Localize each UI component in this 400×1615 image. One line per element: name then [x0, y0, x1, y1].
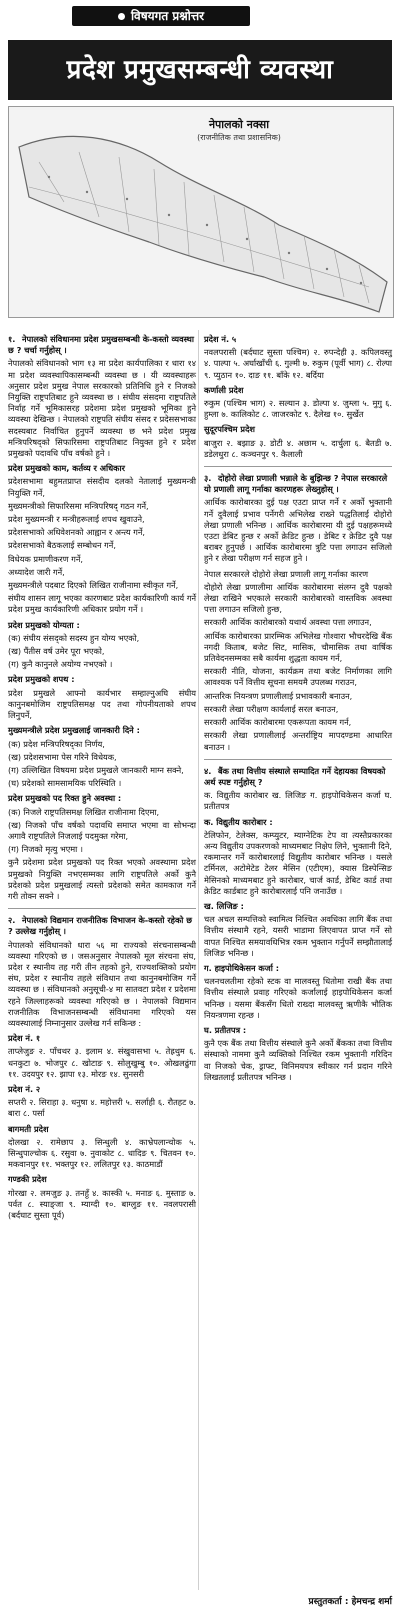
q3-number: ३. [204, 473, 212, 484]
list-item: मुख्यमन्त्रीको सिफारिसमा मन्त्रिपरिषद् गठन गर्ने, [8, 500, 149, 511]
province-2-districts: सप्तरी २. सिराहा ३. धनुषा ४. महोत्तरी ५. सर्लाही ६. रौतहट ७. बारा ८. पर्सा [8, 1097, 196, 1119]
q4-title-text: बैंक तथा वित्तीय संस्थाले सम्पादित गर्ने देहायका विषयको अर्थ स्पष्ट गर्नुहोस् ? [204, 765, 386, 787]
hypothecation-heading: ग. हाइपोथिकेसन कर्जा : [204, 962, 280, 973]
list-item: सरकारी नीति, योजना, कार्यक्रम तथा बजेट निर्माणका लागि आवश्यक पर्ने वित्तीय सूचना समयमै उपलब्ध गराउन, [204, 666, 392, 688]
q1-paragraph: नेपालको संविधानको भाग १३ मा प्रदेश कार्यपालिका र धारा १४ मा प्रदेश व्यवस्थापिकासम्बन्धी व्यवस्था छ । यी व्यवस्थाहरू अनुसार प्रदेश प्रमुख नेपाल सरकारको प्रतिनिधि हुने र निजको नियुक्ति राष्ट्रपतिबाट हुने व्यवस्था छ । संघीय संसदमा राष्ट्रपतिले निर्वाह गर्ने भूमिकासरह प्रदेशमा प्रदेश प्रमुखको भूमिका हुने व्यवस्था देखिन्छ । नेपालको राष्ट्रपति संघीय संसद र प्रदेससभाका सदस्यबाट निर्वाचित हुनुपर्ने व्यवस्था छ भने प्रदेश प्रमुख मन्त्रिपरिषद्‌को सिफारिसमा राष्ट्रपतिबाट नियुक्त हुने र प्रदेश प्रमुखको पदावधि पाँच वर्षको हुने । [8, 358, 196, 459]
list-item: प्रदेशसभाको अधिवेशनको आह्वान र अन्त्य गर्ने, [8, 527, 146, 538]
electronic-transaction-heading: क. विद्युतीय कारोबार : [204, 816, 273, 827]
section-tag-label: विषयगत प्रश्नोत्तर [130, 9, 205, 23]
list-item: विधेयक प्रमाणीकरण गर्ने, [8, 553, 83, 564]
letter-of-credit-heading: घ. प्रतीतपत्र : [204, 1024, 247, 1035]
province-5-heading: प्रदेश नं. ५ [204, 334, 237, 344]
gandaki-heading: गण्डकी प्रदेश [8, 1174, 47, 1185]
byline: प्रस्तुतकर्ता : हेमचन्द्र शर्मा [308, 1597, 392, 1607]
oath-heading: प्रदेश प्रमुखको शपथ : [8, 674, 75, 685]
list-item: (ख) निजको पाँच वर्षको पदावधि समाप्त भएमा वा सोभन्दा अगावै राष्ट्रपतिले निजलाई पदमुक्त गरेमा, [8, 819, 196, 841]
q1-title [8, 334, 196, 356]
list-item: आर्थिक कारोबारका प्रारम्भिक अभिलेख गोश्वारा भौचरदेखि बैंक नगदी किताब, बजेट सिट, मासिक, चौमासिक तथा वार्षिक प्रतिवेदनसम्मका सबै कार्यमा शुद्धता कायम गर्न, [204, 630, 392, 664]
section-tag [72, 6, 250, 26]
gandaki-districts: गोरखा २. लमजुङ ३. तनहुँ ४. कास्की ५. मनाङ ६. मुस्ताङ ७. पर्वत ८. स्याङ्जा ९. म्याग्दी १०. बाग्लुङ ११. नवलपरासी (बर्दघाट सुस्ता पूर्व) [8, 1187, 196, 1221]
right-column [204, 330, 392, 1087]
electronic-transaction-text: टेलिफोन, टेलेक्स, कम्प्युटर, म्याग्नेटिक टेप वा त्यस्तैप्रकारका अन्य विद्युतीय उपकरणको माध्यमबाट निक्षेप लिने, भुक्तानी दिने, रकमान्तर गर्ने कारोबारलाई विद्युतीय कारोबार भनिन्छ । यसले टर्मिनल, अटोमेटेड टेलर मेसिन (एटीएम), क्यास डिस्पेन्सिङ मेसिनको माध्यमबाट हुने कारोबार, चार्ज कार्ड, डेबिट कार्ड तथा क्रेडिट कार्डबाट हुने कारोबारलाई पनि जनाउँछ । [204, 829, 392, 896]
list-item: (क) निजले राष्ट्रपतिसमक्ष लिखित राजीनामा दिएमा, [8, 806, 160, 817]
vacancy-heading: प्रदेश प्रमुखको पद रिक्त हुने अवस्था : [8, 793, 122, 804]
list-item: (क) प्रदेश मन्त्रिपरिषद्‌का निर्णय, [8, 738, 105, 749]
oath-paragraph: प्रदेश प्रमुखले आफ्नो कार्यभार सम्हाल्नुअघि संघीय कानुनबमोजिम राष्ट्रपतिसमक्ष पद तथा गोपनीयताको शपथ लिनुपर्ने, [8, 687, 196, 721]
q2-number: २. [8, 915, 16, 926]
list-item: प्रदेश मुख्यमन्त्री र मन्त्रीहरूलाई शपथ खुवाउने, [8, 514, 145, 525]
list-item: सरकारी लेखा प्रणालीलाई अन्तर्राष्ट्रिय मापदण्डमा आधारित बनाउन । [204, 730, 392, 752]
province-1-heading: प्रदेश नं. १ [8, 1033, 41, 1044]
map-subtitle: (राजनीतिक तथा प्रशासनिक) [197, 133, 281, 142]
q4-number: ४. [204, 765, 212, 776]
column-divider [198, 330, 199, 1590]
top-band [0, 0, 400, 34]
list-item: (घ) प्रदेशको सामसामयिक परिस्थिति । [8, 778, 122, 789]
info-list [8, 739, 196, 790]
q3-title-text: दोहोरो लेखा प्रणाली भन्नाले के बुझिन्छ ? नेपाल सरकारले यो प्रणाली लागू गर्नाका कारणहरू लेख्नुहोस् । [204, 473, 388, 495]
section-rule [204, 759, 392, 760]
leasing-heading: ख. लिजिङ : [204, 900, 244, 911]
left-column [8, 330, 196, 1225]
vacancy-list [8, 807, 196, 903]
sudurpashchim-districts: बाजुरा २. बझाङ ३. डोटी ४. अछाम ५. दार्चुला ६. बैतडी ७. डडेलधुरा ८. कञ्चनपुर ९. कैलाली [204, 437, 392, 459]
q1-duties-list [8, 476, 196, 615]
q3-title [204, 473, 392, 495]
q2-title-text: नेपालको विद्यमान राजनीतिक विभाजन के-कस्तो रहेको छ ? उल्लेख गर्नुहोस् । [8, 915, 193, 937]
map-title-block [189, 117, 289, 143]
q3-reasons-list [204, 569, 392, 753]
q1-number: १. [8, 334, 16, 344]
q2-paragraph: नेपालको संविधानको धारा ५६ मा राज्यको संरचनासम्बन्धी व्यवस्था गरिएको छ । जसअनुसार नेपालको मूल संरचना संघ, प्रदेश र स्थानीय तह गरी तीन तहको हुने, राज्यशक्तिको प्रयोग संघ, प्रदेश र स्थानीय तहले संविधान तथा कानुनबमोजिम गर्ने व्यवस्था छ । संविधानको अनुसूची-४ मा सातवटा प्रदेश र प्रदेशमा रहने जिल्लाहरूको व्यवस्था गरिएको छ । नेपालको विद्यमान राजनीतिक विभाजनसम्बन्धी संविधानमा गरिएको यस व्यवस्थालाई निम्नानुसार उल्लेख गर्न सकिन्छ : [8, 939, 196, 1028]
list-item: (ग) निजको मृत्यु भएमा । [8, 844, 83, 855]
list-item: नेपाल सरकारले दोहोरो लेखा प्रणाली लागू गर्नाका कारण [204, 568, 369, 579]
section-rule [204, 466, 392, 467]
karnali-heading: कर्णाली प्रदेश [204, 384, 244, 395]
q4-intro: क. विद्युतीय कारोबार ख. लिजिङ ग. हाइपोथिकेसन कर्जा घ. प्रतीतपत्र [204, 790, 392, 812]
list-item: मुख्यमन्त्रीले पदबाट दिएको लिखित राजीनामा स्वीकृत गर्ने, [8, 580, 179, 591]
headline: प्रदेश प्रमुखसम्बन्धी व्यवस्था [8, 40, 392, 100]
hypothecation-text: चलनचलतीमा रहेको स्टक वा मालवस्तु धितोमा राखी बैंक तथा वित्तीय संस्थाले प्रवाह गरिएको कर्जालाई हाइपोथिकेसन कर्जा भनिन्छ । यसमा बैंकसँग धितो राख्दा मालवस्तु ऋणीकै भौतिक नियन्त्रणमा रहन्छ । [204, 976, 392, 1020]
q1-duties-heading: प्रदेश प्रमुखको काम, कर्तव्य र अधिकार [8, 463, 125, 474]
letter-of-credit-text: कुनै एक बैंक तथा वित्तीय संस्थाले कुनै अर्को बैंकका तथा वित्तीय संस्थाको नाममा कुनै व्यक्तिको निश्चित रकम भुक्तानी गरिदिन वा निजको चेक, ड्राफ्ट, विनिमयपत्र स्वीकार गर्न प्रदान गरिने लिखतलाई प्रतीतपत्र भनिन्छ । [204, 1038, 392, 1082]
qualification-heading: प्रदेश प्रमुखको योग्यता : [8, 619, 80, 630]
list-item: अध्यादेश जारी गर्ने, [8, 566, 65, 577]
sudurpashchim-heading: सुदूरपश्चिम प्रदेश [204, 424, 256, 435]
province-5-districts: नवलपरासी (बर्दघाट सुस्ता पश्चिम) २. रुपन्देही ३. कपिलवस्तु ४. पाल्पा ५. अर्घाखाँची ६. गुल्मी ७. रुकुम (पूर्वी भाग) ८. रोल्पा ९. प्युठान १०. दाङ ११. बाँके १२. बर्दिया [204, 347, 392, 380]
q2-title [8, 915, 196, 937]
karnali-districts: रुकुम (पश्चिम भाग) २. सल्यान ३. डोल्पा ४. जुम्ला ५. मुगु ६. हुम्ला ७. कालिकोट ८. जाजरकोट ९. दैलेख १०. सुर्खेत [204, 398, 392, 420]
bagmati-districts: दोलखा २. रामेछाप ३. सिन्धुली ४. काभ्रेपलान्चोक ५. सिन्धुपाल्चोक ६. रसुवा ७. नुवाकोट ८. धादिङ ९. चितवन १०. मकवानपुर ११. भक्तपुर १२. ललितपुर १३. काठमाडौं [8, 1136, 196, 1170]
leasing-text: चल अचल सम्पत्तिको स्वामित्व निश्चित अवधिका लागि बैंक तथा वित्तीय संस्थामै रहने, यसरी भाडामा लिएवापत प्राप्त गर्ने सो वापत निश्चित समयावधिभित्र रकम भुक्तान गर्नुपर्ने सम्झौतालाई लिजिङ भनिन्छ । [204, 914, 392, 958]
bullet-icon [118, 13, 125, 20]
list-item: संघीय शासन लागू भएका कारणबाट प्रदेश कार्यकारिणी कार्य गर्ने प्रदेश प्रमुख कार्यकारिणी अधिकार प्रयोग गर्ने । [8, 593, 196, 615]
nepal-map [8, 106, 394, 318]
list-item: (ग) कुनै कानुनले अयोग्य नभएको । [8, 659, 113, 670]
bagmati-heading: बागमती प्रदेश [8, 1123, 49, 1134]
list-item: प्रदेशसभाको बैठकलाई सम्बोधन गर्ने, [8, 540, 116, 551]
q1-title-text: नेपालको संविधानमा प्रदेश प्रमुखसम्बन्धी के-कस्तो व्यवस्था छ ? चर्चा गर्नुहोस् । [8, 334, 194, 356]
province-1-districts: ताप्लेजुङ २. पाँचथर ३. इलाम ४. संखुवासभा ५. तेह्रथुम ६. धनकुटा ७. भोजपुर ८. खोटाङ ९. सोलुखुम्बु १०. ओखलढुंगा ११. उदयपुर १२. झापा १३. मोरङ १४. सुनसरी [8, 1046, 196, 1079]
qualification-list [8, 633, 196, 671]
info-heading: मुख्यमन्त्रीले प्रदेश प्रमुखलाई जानकारी दिने : [8, 725, 140, 736]
list-item: प्रदेशसभामा बहुमतप्राप्त संसदीय दलको नेतालाई मुख्यमन्त्री नियुक्ति गर्ने, [8, 476, 196, 498]
list-item: सरकारी लेखा परीक्षण कार्यलाई सरल बनाउन, [204, 703, 339, 714]
list-item: (ख) पैंतीस वर्ष उमेर पूरा भएको, [8, 646, 105, 657]
list-item: (ग) उल्लिखित विषयमा प्रदेश प्रमुखले जानकारी माग्न सक्ने, [8, 764, 184, 775]
q3-paragraph: आर्थिक कारोबारका दुई पक्ष एउटा प्राप्त गर्ने र अर्को भुक्तानी गर्ने दुवैलाई प्रभाव पर्नेगरी अभिलेख राख्ने पद्धतिलाई दोहोरो लेखा प्रणाली भनिन्छ । आर्थिक कारोबारमा यी दुई पक्षहरूमध्ये एउटा डेबिट हुन्छ र अर्को क्रेडिट हुन्छ । डेबिट र क्रेडिट दुवै पक्ष बराबर हुनुपर्छ । आर्थिक कारोबारमा त्रुटि पत्ता लगाउन सजिलो हुने र लेखा परीक्षण गर्न सहज हुने । [204, 497, 392, 564]
map-title: नेपालको नक्सा [208, 118, 270, 131]
list-item: (ख) प्रदेशसभामा पेस गरिने विधेयक, [8, 751, 117, 762]
list-item: सरकारी आर्थिक कारोबारमा एकरूपता कायम गर्न, [204, 717, 352, 728]
q4-title [204, 766, 392, 788]
list-item: (क) संघीय संसद्‌को सदस्य हुन योग्य भएको, [8, 632, 140, 643]
list-item: कुनै प्रदेशमा प्रदेश प्रमुखको पद रिक्त भएको अवस्थामा प्रदेश प्रमुखको नियुक्ति नभएसम्मका लागि राष्ट्रपतिले अर्को कुनै प्रदेशको प्रदेश प्रमुखलाई त्यस्तो प्रदेशको समेत कामकाज गर्ने गरी तोक्न सक्ने । [8, 857, 196, 901]
list-item: दोहोरो लेखा प्रणालीमा आर्थिक कारोबारमा संलग्न दुवै पक्षको लेखा राखिने भएकाले सरकारी कारोबारको वास्तविक अवस्था पत्ता लगाउन सजिलो हुन्छ, [204, 581, 392, 615]
list-item: सरकारी आर्थिक कारोबारको यथार्थ अवस्था पत्ता लगाउन, [204, 617, 372, 628]
province-2-heading: प्रदेश नं. २ [8, 1083, 41, 1094]
section-rule [8, 908, 196, 909]
list-item: आन्तरिक नियन्त्रण प्रणालीलाई प्रभावकारी बनाउन, [204, 690, 353, 701]
